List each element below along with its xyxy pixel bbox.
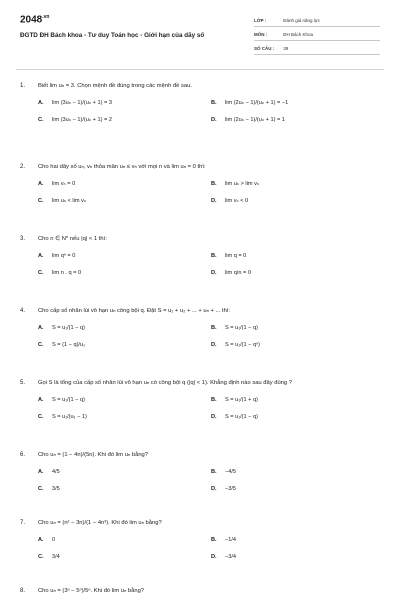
question-number: 1. [20,83,26,89]
question-stem: Gọi S là tổng của cấp số nhân lùi vô hạn uₙ có công bội q (|q| < 1). Khẳng định nào sau đây đúng ? [38,380,292,386]
option-text: lim (3uₙ − 1)/(uₙ + 1) = 2 [52,117,112,123]
option-text: S = u₁/(1 − qⁿ) [225,342,261,348]
option-a[interactable]: A. 4/5 [38,469,60,475]
option-text: lim uₙ > lim vₙ [225,181,260,187]
question-stem: Cho uₙ = (n² − 3n)/(1 − 4n³). Khi đó lim uₙ bằng? [38,520,162,526]
option-a[interactable]: A. S = u₁/(1 − q) [38,397,85,403]
option-text: lim uₙ < lim vₙ [52,198,87,204]
question-number: 2. [20,164,26,170]
option-text: lim (2uₙ − 1)/(uₙ + 1) = −1 [225,100,289,106]
option-b[interactable]: B. S = u₁/(1 − q) [211,325,258,331]
option-text: 0 [52,537,56,543]
option-text: S = u₁/(u₁ − 1) [52,414,87,420]
info-underline [254,26,380,27]
option-text: lim n . q = 0 [52,270,82,276]
header-divider [16,69,384,70]
question-stem: Cho n ∈ N* nếu |q| < 1 thì: [38,236,107,242]
info-subject [254,32,313,37]
question-number: 7. [20,520,26,526]
question-stem: Cho cấp số nhân lùi vô hạn uₙ công bội q. Đặt S = u₁ + u₂ + ... + uₙ + ... thì: [38,308,231,314]
option-a[interactable]: A. S = u₁/(1 − q) [38,325,85,331]
option-text: S = u₁/(1 − q) [52,325,85,331]
option-c[interactable]: C. 3/4 [38,554,60,560]
option-b[interactable]: B. −1/4 [211,537,237,543]
question-stem: Cho uₙ = (1 − 4n)/(5n). Khi đó lim uₙ bằng? [38,452,148,458]
option-text: −3/4 [225,554,237,560]
option-text: lim (2uₙ − 1)/(uₙ + 1) = 1 [225,117,285,123]
info-subject-key: MÔN : [254,32,268,37]
option-text: lim q = 0 [225,253,247,259]
site-logo[interactable] [20,14,49,25]
question-number: 5. [20,380,26,386]
logo-text: 2048 [20,14,43,26]
option-text: lim (3uₙ − 1)/(uₙ + 1) = 3 [52,100,112,106]
logo-suffix: .vn [42,14,50,20]
info-count-key: SỐ CÂU : [254,46,275,51]
option-d[interactable]: D. −3/4 [211,554,237,560]
option-text: lim vₙ < 0 [225,198,249,204]
option-b[interactable]: B. S = u₁/(1 + q) [211,397,258,403]
option-c[interactable]: C. lim (3uₙ − 1)/(uₙ + 1) = 2 [38,117,112,123]
option-a[interactable]: A. lim (3uₙ − 1)/(uₙ + 1) = 3 [38,100,112,106]
option-text: S = u₁/(1 + q) [225,397,258,403]
option-c[interactable]: C. 3/5 [38,486,60,492]
option-text: S = (1 − q)/u₁ [52,342,85,348]
option-text: lim q/n = 0 [225,270,251,276]
option-text: 3/5 [52,486,60,492]
option-d[interactable]: D. S = u₁/(1 − q) [211,414,258,420]
question-stem: Biết lim uₙ = 3. Chọn mệnh đề đúng trong các mệnh đề sau. [38,83,192,89]
info-subject-value: ĐH Bách Khoa [283,32,314,37]
option-text: lim vₙ = 0 [52,181,76,187]
option-a[interactable]: A. lim qⁿ = 0 [38,253,76,259]
question-stem: Cho uₙ = (3ⁿ − 5ⁿ)/5ⁿ. Khi đó lim uₙ bằng? [38,588,145,594]
info-underline [254,40,380,41]
option-d[interactable]: D. lim vₙ < 0 [211,198,249,204]
question-number: 3. [20,236,26,242]
info-count [254,46,288,51]
question-number: 8. [20,588,26,594]
option-d[interactable]: D. lim (2uₙ − 1)/(uₙ + 1) = 1 [211,117,285,123]
option-b[interactable]: B. lim uₙ > lim vₙ [211,181,260,187]
option-c[interactable]: C. S = u₁/(u₁ − 1) [38,414,87,420]
option-d[interactable]: D. −3/5 [211,486,237,492]
option-d[interactable]: D. lim q/n = 0 [211,270,251,276]
option-text: −4/5 [225,469,237,475]
option-text: −1/4 [225,537,237,543]
option-a[interactable]: A. 0 [38,537,56,543]
option-text: −3/5 [225,486,237,492]
option-c[interactable]: C. lim n . q = 0 [38,270,82,276]
question-number: 4. [20,308,26,314]
info-class-key: LỚP : [254,18,267,23]
option-c[interactable]: C. lim uₙ < lim vₙ [38,198,87,204]
page-title: ĐGTD ĐH Bách khoa - Tư duy Toán học - Giới hạn của dãy số [20,32,205,39]
option-text: lim qⁿ = 0 [52,253,76,259]
option-d[interactable]: D. S = u₁/(1 − qⁿ) [211,342,261,348]
option-a[interactable]: A. lim vₙ = 0 [38,181,76,187]
option-text: S = u₁/(1 − q) [52,397,85,403]
info-count-value: 39 [283,46,289,51]
info-class [254,18,320,23]
info-underline [254,54,380,55]
option-b[interactable]: B. lim (2uₙ − 1)/(uₙ + 1) = −1 [211,100,289,106]
option-text: S = u₁/(1 − q) [225,414,258,420]
option-text: S = u₁/(1 − q) [225,325,258,331]
option-c[interactable]: C. S = (1 − q)/u₁ [38,342,85,348]
option-text: 4/5 [52,469,60,475]
option-b[interactable]: B. lim q = 0 [211,253,247,259]
question-number: 6. [20,452,26,458]
question-stem: Cho hai dãy số uₙ, vₙ thỏa mãn uₙ ≤ vₙ với mọi n và lim uₙ = 0 thì: [38,164,206,170]
page-header [0,0,400,64]
option-b[interactable]: B. −4/5 [211,469,237,475]
info-class-value: Đánh giá năng lực [283,18,321,23]
option-text: 3/4 [52,554,60,560]
